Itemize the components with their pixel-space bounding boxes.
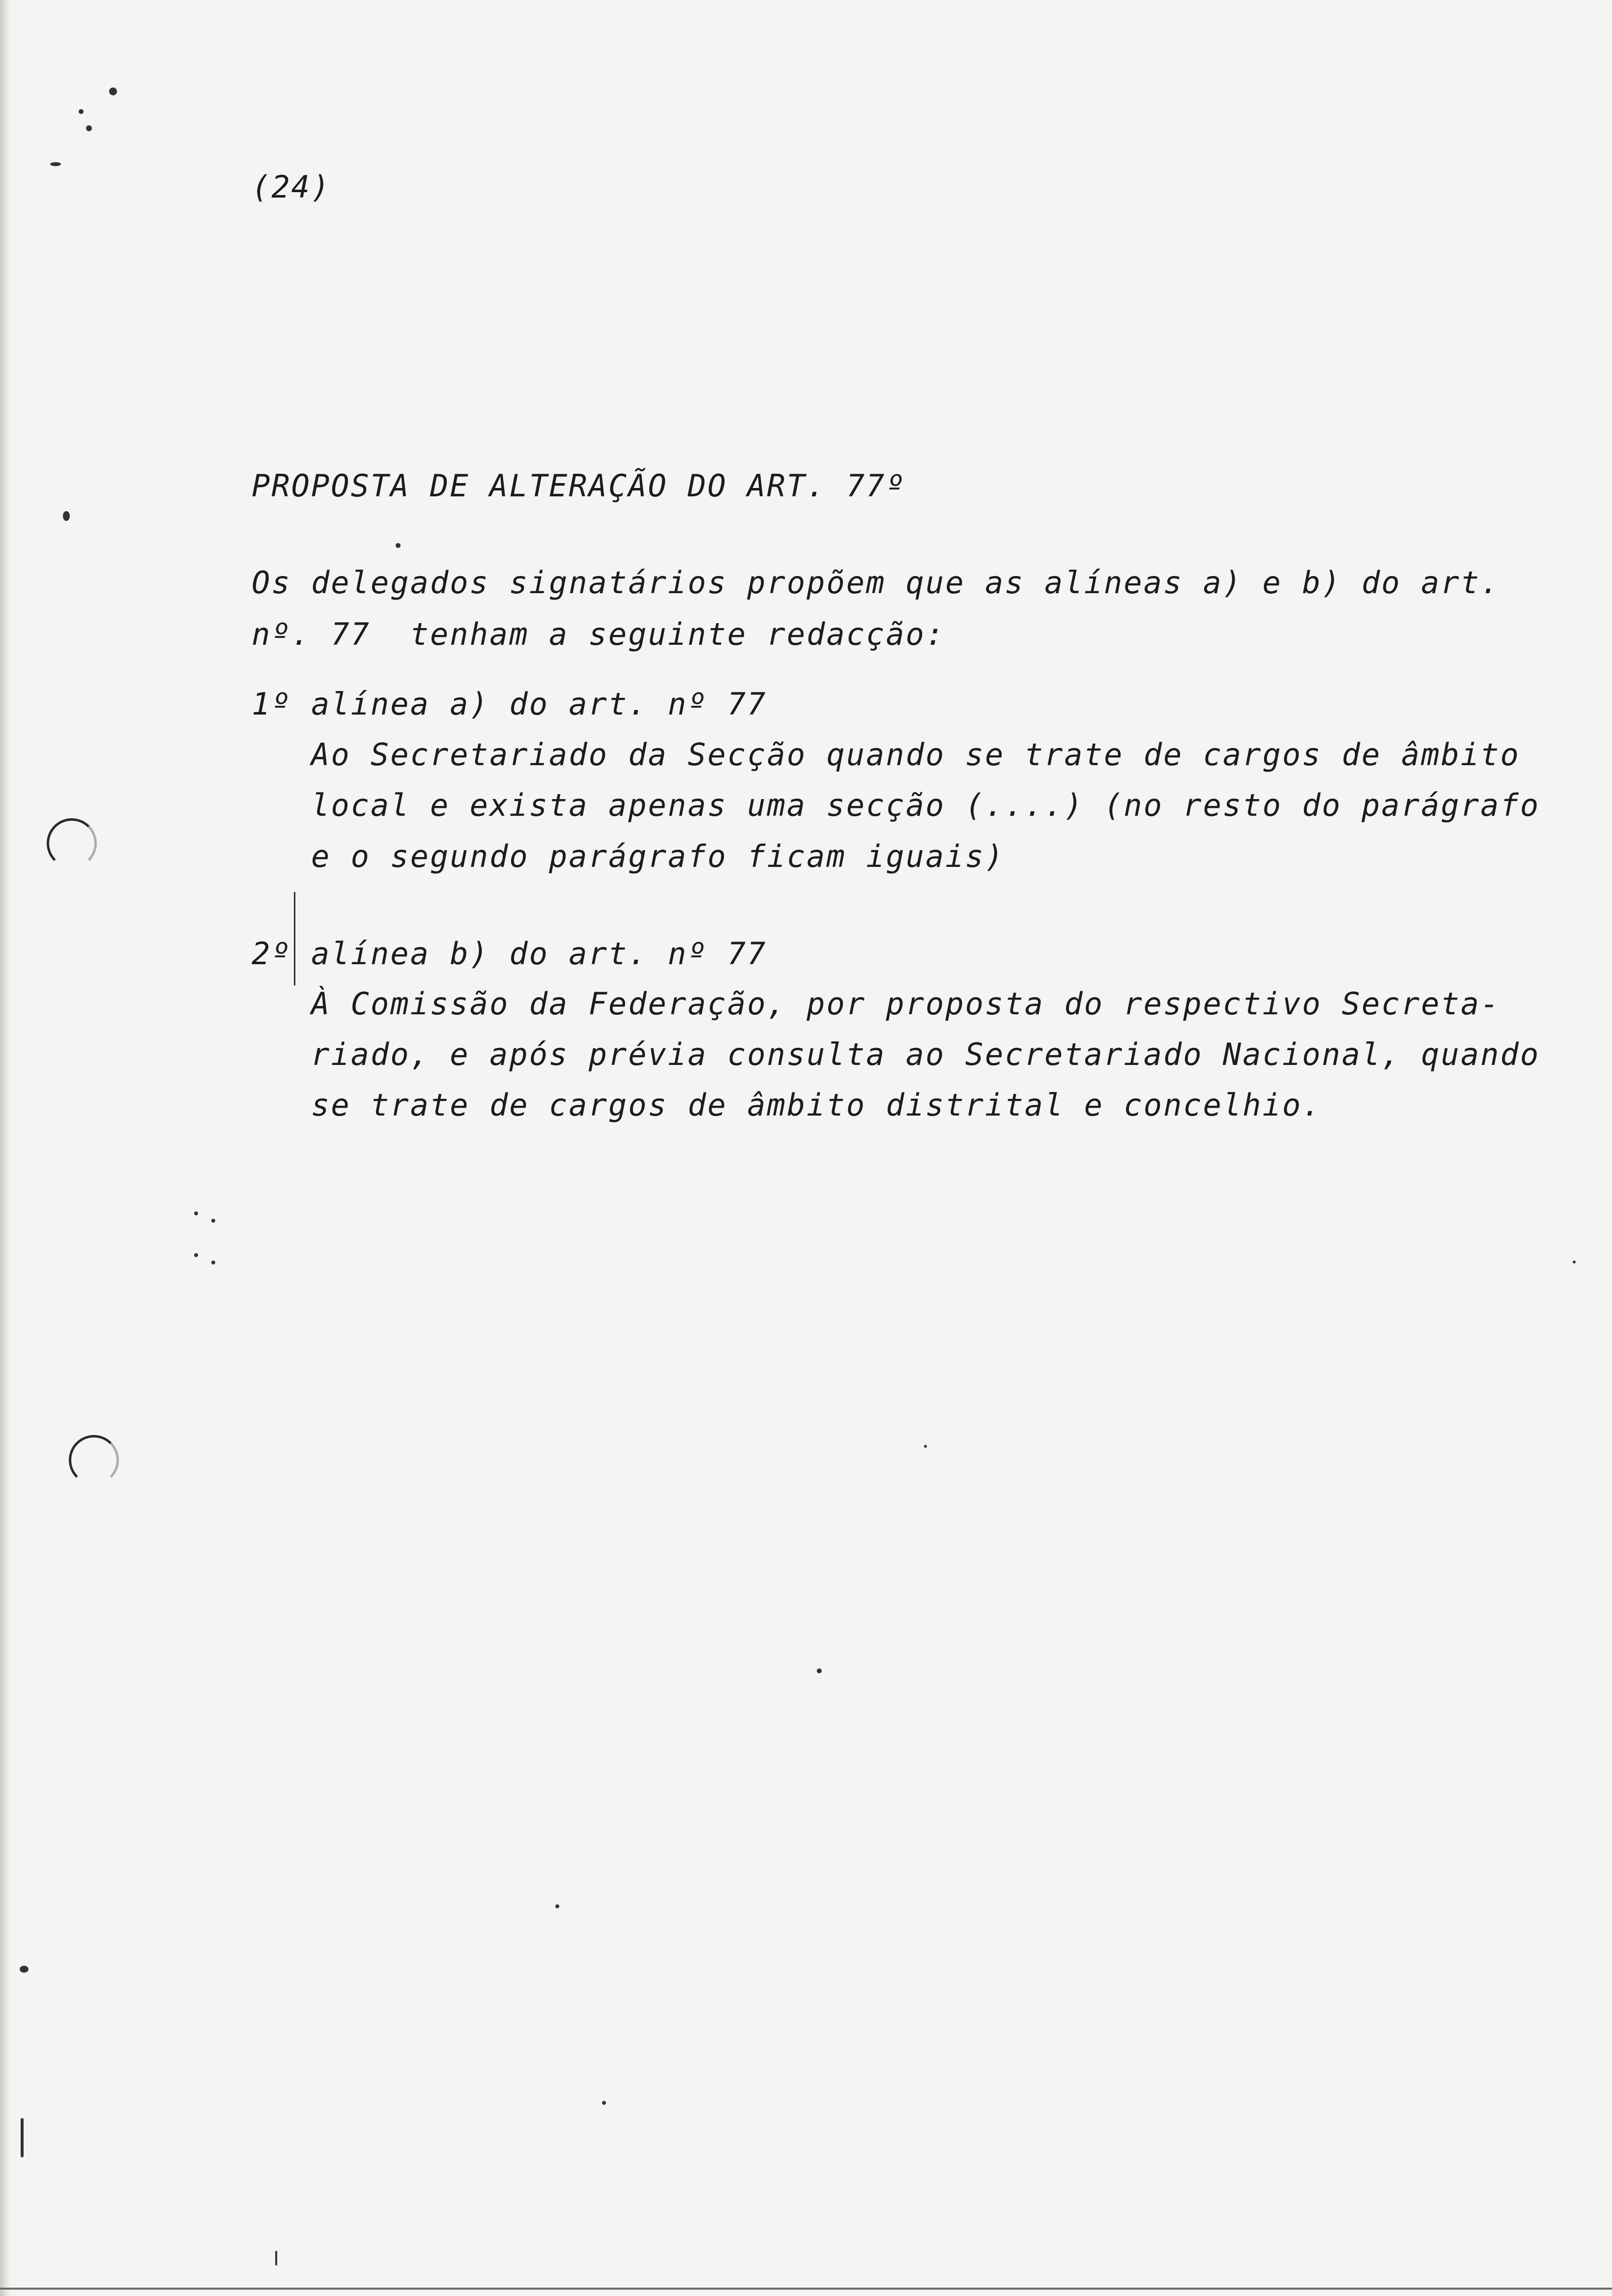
punch-hole-top — [47, 818, 97, 868]
punch-hole-bottom — [69, 1435, 119, 1485]
item-text-line: e o segundo parágrafo ficam iguais) — [311, 838, 1005, 874]
page-number: (24) — [252, 169, 331, 205]
scan-speck — [396, 543, 401, 548]
item-text-line: Ao Secretariado da Secção quando se trate de cargos de âmbito — [311, 737, 1520, 773]
scan-speck — [211, 1219, 215, 1223]
scan-speck — [20, 1966, 29, 1973]
scan-speck — [555, 1904, 559, 1908]
scan-speck — [602, 2101, 606, 2105]
scan-speck — [1573, 1261, 1576, 1263]
item-text-line: À Comissão da Federação, por proposta do respectivo Secreta- — [311, 986, 1500, 1022]
scan-speck — [924, 1445, 927, 1448]
intro-line: Os delegados signatários propõem que as alíneas a) e b) do art. — [252, 565, 1500, 601]
scan-speck — [79, 109, 84, 114]
scan-speck — [63, 511, 70, 521]
scan-speck — [21, 2118, 24, 2157]
scan-speck — [109, 87, 117, 95]
item-heading: 1º alínea a) do art. nº 77 — [252, 686, 767, 722]
item-heading: 2º alínea b) do art. nº 77 — [252, 936, 767, 972]
scan-speck — [817, 1668, 822, 1673]
page-edge-shadow — [0, 0, 11, 2296]
item-text-line: se trate de cargos de âmbito distrital e concelhio. — [311, 1087, 1322, 1123]
scan-speck — [86, 125, 92, 131]
intro-line: nº. 77 tenham a seguinte redacção: — [252, 616, 946, 652]
scan-speck — [211, 1261, 215, 1264]
scan-speck — [275, 2251, 277, 2266]
bottom-edge-line — [0, 2288, 1612, 2290]
document-title: PROPOSTA DE ALTERAÇÃO DO ART. 77º — [252, 468, 906, 504]
item-text-line: local e exista apenas uma secção (....) (no resto do parágrafo — [311, 787, 1540, 823]
scan-speck — [194, 1211, 198, 1215]
scan-speck — [194, 1253, 198, 1257]
scan-speck — [50, 162, 61, 166]
item-text-line: riado, e após prévia consulta ao Secretariado Nacional, quando — [311, 1036, 1540, 1072]
